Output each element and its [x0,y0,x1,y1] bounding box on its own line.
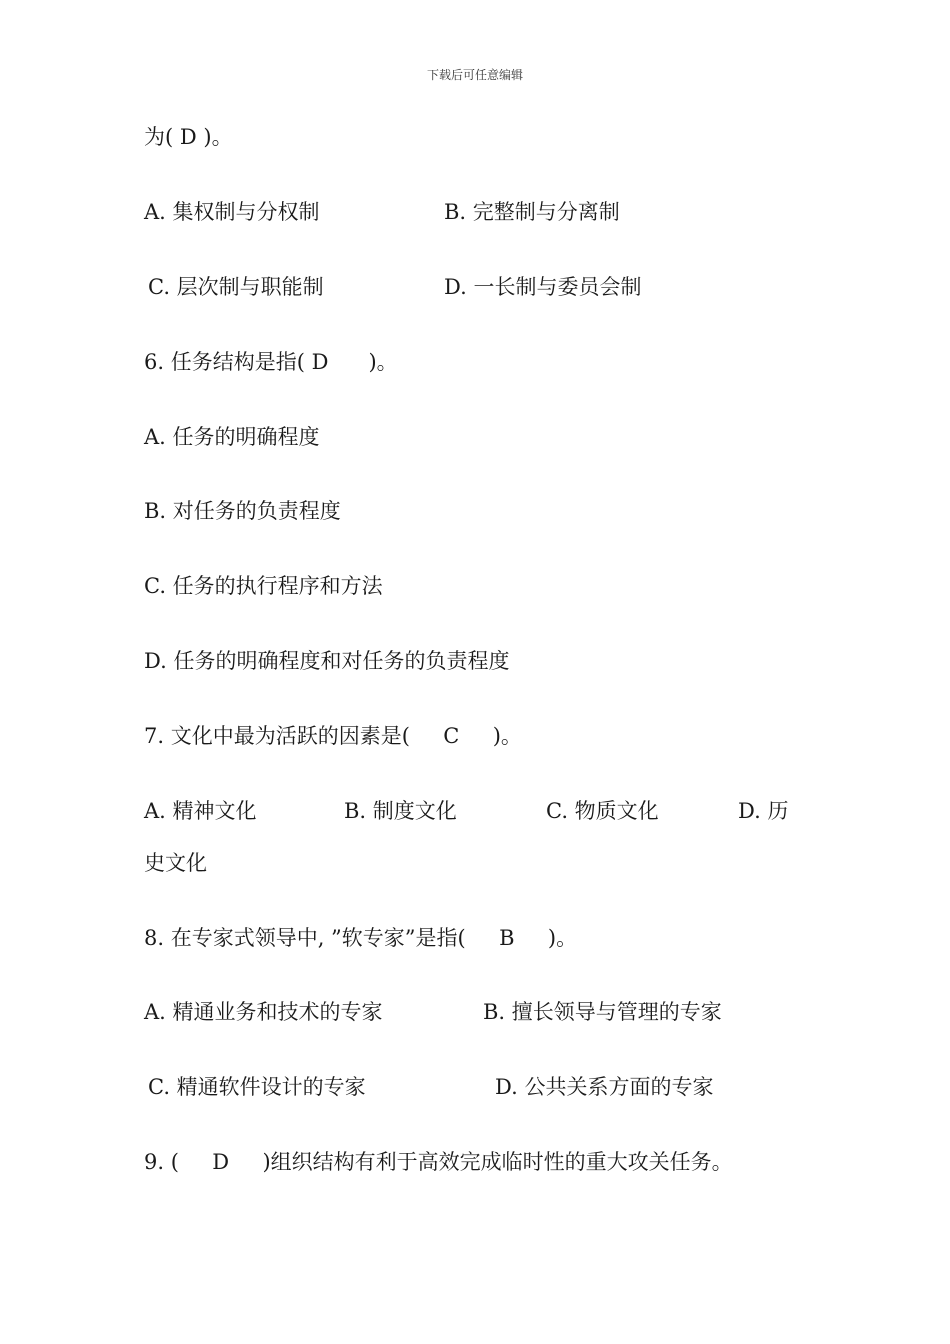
q5-option-a: A. 集权制与分权制 [144,200,320,224]
q8-option-a: A. 精通业务和技术的专家 [144,1000,383,1024]
q6-option-a: A. 任务的明确程度 [144,425,320,449]
q7-option-d-start: D. 历 [738,799,789,823]
q6-option-d: D. 任务的明确程度和对任务的负责程度 [144,649,510,673]
q7-option-c: C. 物质文化 [546,799,659,823]
q6-option-b: B. 对任务的负责程度 [144,499,341,523]
q9-stem: 9. ( D )组织结构有利于高效完成临时性的重大攻关任务。 [144,1150,733,1174]
q7-option-d-end: 史文化 [144,851,207,875]
q5-option-b: B. 完整制与分离制 [444,200,620,224]
q6-option-c: C. 任务的执行程序和方法 [144,574,383,598]
q7-option-a: A. 精神文化 [144,799,257,823]
q8-option-d: D. 公共关系方面的专家 [495,1075,714,1099]
q5-stem-tail: 为( D )。 [144,125,233,149]
q8-stem: 8. 在专家式领导中, ”软专家”是指( B )。 [144,926,578,950]
q8-option-b: B. 擅长领导与管理的专家 [483,1000,722,1024]
page-header: 下载后可任意编辑 [426,68,523,82]
q7-option-b: B. 制度文化 [344,799,457,823]
q8-option-c: C. 精通软件设计的专家 [148,1075,366,1099]
q7-stem: 7. 文化中最为活跃的因素是( C )。 [144,724,522,748]
q6-stem: 6. 任务结构是指( D )。 [144,350,398,374]
q5-option-d: D. 一长制与委员会制 [444,275,642,299]
q5-option-c: C. 层次制与职能制 [148,275,324,299]
